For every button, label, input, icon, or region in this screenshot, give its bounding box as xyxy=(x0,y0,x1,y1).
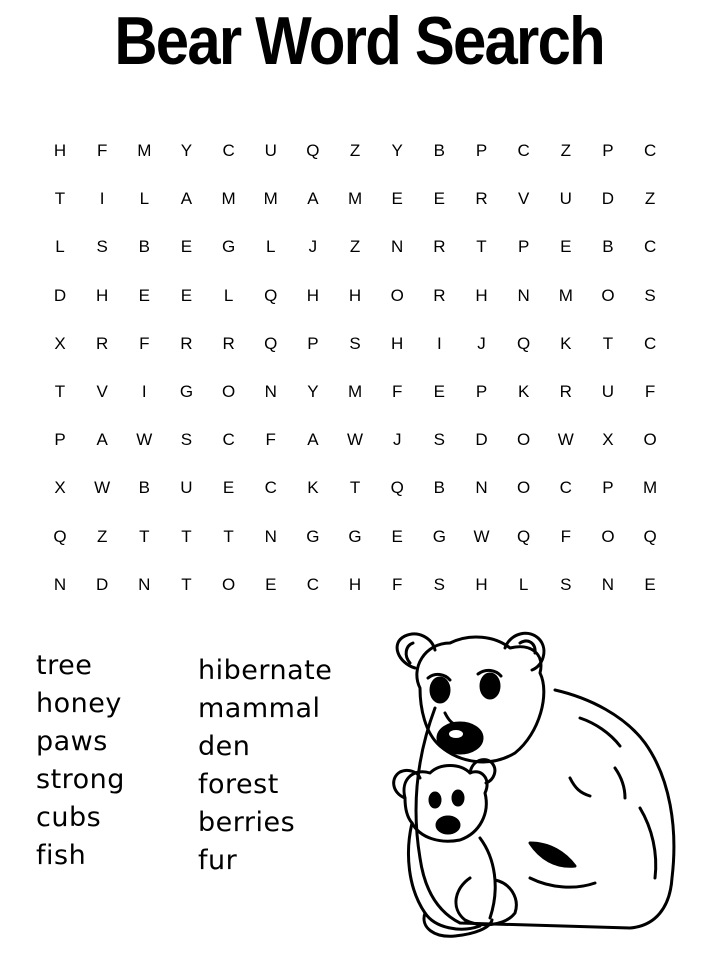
grid-letter: A xyxy=(307,430,319,450)
grid-letter: C xyxy=(517,141,530,160)
grid-letter: R xyxy=(96,333,109,353)
grid-letter: L xyxy=(55,237,65,257)
word-list-item: fish xyxy=(36,840,87,871)
grid-letter: M xyxy=(347,382,363,401)
grid-letter: E xyxy=(391,526,403,546)
grid-letter: B xyxy=(602,237,614,257)
grid-letter: D xyxy=(601,189,615,209)
grid-letter: R xyxy=(433,237,446,257)
grid-letter: E xyxy=(391,189,403,209)
grid-letter: C xyxy=(643,237,657,257)
grid-letter: Q xyxy=(517,526,531,546)
grid-letter: S xyxy=(96,237,108,257)
grid-letter: T xyxy=(181,526,192,546)
grid-letter: S xyxy=(433,574,446,594)
grid-letter: J xyxy=(392,430,402,450)
grid-letter: Y xyxy=(180,141,193,160)
grid-letter: Q xyxy=(264,285,278,305)
grid-letter: K xyxy=(560,333,572,353)
grid-letter: U xyxy=(264,141,277,160)
grid-letter: C xyxy=(306,574,320,594)
grid-letter: Q xyxy=(306,141,320,160)
grid-letter: Q xyxy=(390,478,404,498)
grid-letter: D xyxy=(53,285,67,305)
grid-letter: H xyxy=(475,574,488,594)
grid-letter: N xyxy=(264,526,277,546)
grid-letter: V xyxy=(96,382,108,401)
grid-letter: R xyxy=(222,333,235,353)
grid-letter: E xyxy=(560,237,572,257)
grid-letter: L xyxy=(518,574,529,594)
grid-letter: T xyxy=(139,526,150,546)
grid-letter: F xyxy=(96,141,108,160)
grid-letter: Z xyxy=(644,189,656,209)
grid-letter: N xyxy=(264,382,277,401)
bear-and-cub-icon xyxy=(380,628,700,948)
grid-letter: P xyxy=(475,382,488,401)
grid-letter: Z xyxy=(560,141,571,160)
grid-letter: H xyxy=(391,333,404,353)
grid-letter: T xyxy=(476,237,487,257)
grid-letter: M xyxy=(137,141,152,160)
grid-letter: X xyxy=(54,333,66,353)
grid-letter: O xyxy=(390,285,404,305)
grid-letter: I xyxy=(99,189,105,209)
grid-letter: E xyxy=(138,285,150,305)
grid-letter: M xyxy=(558,285,573,305)
grid-letter: E xyxy=(433,382,446,401)
grid-letter: D xyxy=(475,430,488,450)
grid-letter: F xyxy=(265,430,276,450)
grid-letter: R xyxy=(559,382,572,401)
grid-letter: X xyxy=(54,478,66,498)
grid-letter: T xyxy=(602,333,614,353)
grid-letter: O xyxy=(517,478,531,498)
grid-letter: H xyxy=(348,285,362,305)
word-list-item: strong xyxy=(36,764,125,795)
grid-letter: Z xyxy=(349,237,361,257)
grid-letter: C xyxy=(222,141,235,160)
grid-letter: N xyxy=(601,574,615,594)
grid-letter: B xyxy=(138,478,150,498)
grid-letter: K xyxy=(517,382,530,401)
grid-letter: U xyxy=(601,382,615,401)
grid-letter: J xyxy=(477,333,486,353)
grid-letter: W xyxy=(473,526,490,546)
grid-letter: S xyxy=(433,430,446,450)
grid-letter: E xyxy=(265,574,277,594)
grid-letter: P xyxy=(475,141,488,160)
grid-letter: S xyxy=(180,430,193,450)
word-list-item: forest xyxy=(198,769,279,800)
grid-letter: F xyxy=(391,574,403,594)
word-list-item: cubs xyxy=(36,802,102,833)
grid-letter: M xyxy=(263,189,278,209)
grid-letter: C xyxy=(222,430,235,450)
grid-letter: C xyxy=(264,478,277,498)
grid-letter: P xyxy=(517,237,530,257)
word-list-left xyxy=(36,647,125,875)
grid-letter: O xyxy=(221,574,236,594)
grid-letter: B xyxy=(138,237,150,257)
grid-letter: P xyxy=(602,141,614,160)
grid-letter: N xyxy=(53,574,67,594)
grid-letter: Q xyxy=(53,526,67,546)
grid-letter: O xyxy=(601,285,615,305)
grid-letter: T xyxy=(349,478,361,498)
grid-letter: N xyxy=(391,237,404,257)
grid-letter: A xyxy=(307,189,319,209)
grid-letter: W xyxy=(94,478,111,498)
grid-letter: R xyxy=(180,333,193,353)
grid-letter: E xyxy=(433,189,446,209)
grid-letter: I xyxy=(436,333,442,353)
grid-letter: G xyxy=(306,526,320,546)
word-list-item: hibernate xyxy=(198,655,333,686)
page-title: Bear Word Search xyxy=(114,3,604,79)
grid-letter: W xyxy=(347,430,364,450)
grid-letter: N xyxy=(138,574,151,594)
grid-letter: H xyxy=(475,285,488,305)
word-list-item: mammal xyxy=(198,693,321,724)
grid-letter: G xyxy=(179,382,194,401)
grid-letter: N xyxy=(517,285,530,305)
grid-letter: L xyxy=(139,189,150,209)
grid-letter: F xyxy=(139,333,150,353)
grid-letter: M xyxy=(221,189,236,209)
grid-letter: R xyxy=(433,285,446,305)
word-list-item: honey xyxy=(36,688,122,719)
grid-letter: P xyxy=(54,430,66,450)
grid-letter: H xyxy=(306,285,320,305)
grid-letter: O xyxy=(643,430,657,450)
grid-letter: S xyxy=(560,574,572,594)
grid-letter: N xyxy=(475,478,488,498)
grid-letter: C xyxy=(643,333,657,353)
grid-letter: G xyxy=(432,526,446,546)
grid-letter: S xyxy=(644,285,656,305)
grid-letter: R xyxy=(475,189,488,209)
grid-letter: C xyxy=(559,478,572,498)
grid-letter: T xyxy=(223,526,234,546)
grid-letter: M xyxy=(643,478,658,498)
grid-letter: M xyxy=(347,189,363,209)
grid-letter: E xyxy=(180,285,193,305)
grid-letter: O xyxy=(601,526,615,546)
grid-letter: W xyxy=(136,430,153,450)
grid-letter: C xyxy=(643,141,657,160)
grid-letter: Y xyxy=(307,382,319,401)
grid-letter: G xyxy=(221,237,236,257)
word-list-right xyxy=(198,652,332,880)
grid-letter: O xyxy=(517,430,531,450)
grid-letter: E xyxy=(644,574,656,594)
grid-letter: S xyxy=(349,333,361,353)
grid-letter: W xyxy=(557,430,574,450)
grid-letter: A xyxy=(96,430,108,450)
grid-letter: H xyxy=(96,285,109,305)
grid-letter: E xyxy=(180,237,193,257)
grid-letter: E xyxy=(222,478,235,498)
word-list-item: fur xyxy=(198,845,238,876)
grid-letter: Y xyxy=(391,141,403,160)
word-list-item: paws xyxy=(36,726,108,757)
grid-letter: H xyxy=(53,141,67,160)
grid-letter: U xyxy=(559,189,572,209)
grid-letter: Z xyxy=(96,526,108,546)
grid-letter: Q xyxy=(517,333,531,353)
grid-letter: D xyxy=(96,574,109,594)
grid-letter: T xyxy=(54,382,66,401)
grid-letter: F xyxy=(560,526,571,546)
grid-letter: B xyxy=(433,478,446,498)
word-list-item: den xyxy=(198,731,251,762)
grid-letter: A xyxy=(180,189,193,209)
grid-letter: Q xyxy=(264,333,278,353)
word-list-item: tree xyxy=(36,650,93,681)
grid-letter: V xyxy=(517,189,530,209)
word-list-item: berries xyxy=(198,807,296,838)
grid-letter: P xyxy=(602,478,614,498)
grid-letter: H xyxy=(348,574,362,594)
grid-letter: Z xyxy=(349,141,361,160)
grid-letter: I xyxy=(141,382,147,401)
grid-letter: L xyxy=(223,285,234,305)
grid-letter: X xyxy=(602,430,614,450)
grid-letter: J xyxy=(308,237,318,257)
grid-letter: P xyxy=(307,333,319,353)
grid-letter: G xyxy=(348,526,362,546)
grid-letter: F xyxy=(391,382,403,401)
grid-letter: F xyxy=(644,382,656,401)
grid-letter: Q xyxy=(643,526,657,546)
grid-letter: L xyxy=(266,237,276,257)
grid-letter: U xyxy=(180,478,193,498)
grid-letter: B xyxy=(433,141,446,160)
grid-letter: K xyxy=(307,478,319,498)
grid-letter: T xyxy=(54,189,66,209)
grid-letter: T xyxy=(181,574,192,594)
grid-letter: O xyxy=(221,382,236,401)
